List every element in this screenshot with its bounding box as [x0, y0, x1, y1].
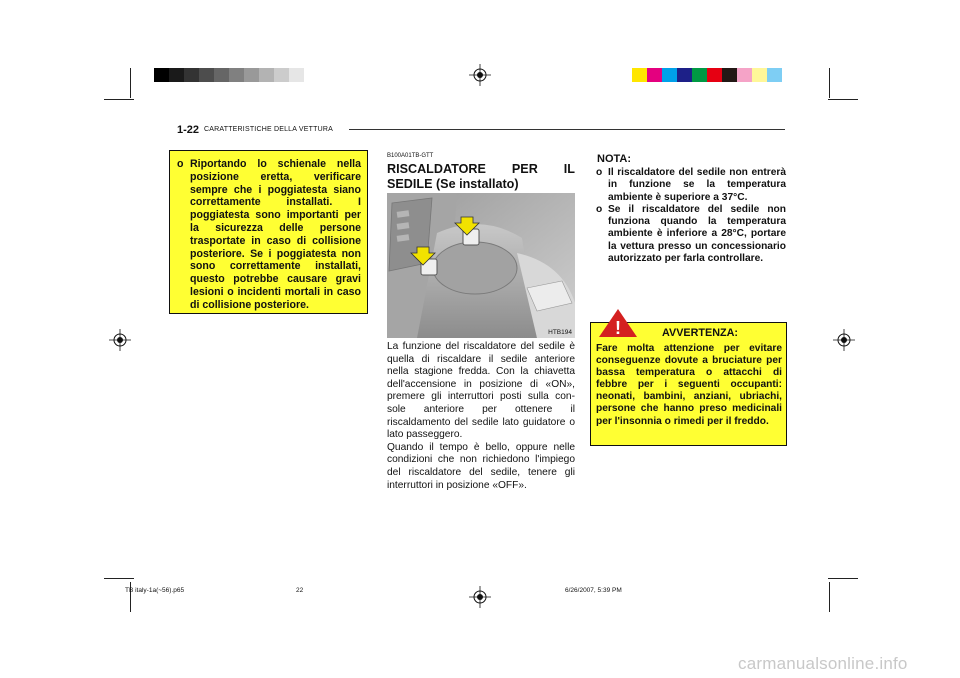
- registration-mark-icon: [469, 586, 491, 608]
- registration-mark-icon: [833, 329, 855, 351]
- grayscale-color-bar: [154, 68, 304, 82]
- caution-text: Riportando lo schienale nella posizione eretta, verificare sempre che i poggiatesta siano correttamente installati. I poggiatesta sono importanti per la sicurezza delle persone trasportate in caso di collisione posteriore. Se i poggiatesta non sono correttamente installati, questo potrebbe causare gravi lesioni o incidenti mortali in caso di collisione posteriore.: [190, 158, 361, 311]
- image-reference-tag: HTB194: [548, 329, 572, 336]
- seat-heater-switch-photo: [387, 193, 575, 338]
- note-item: [596, 204, 786, 265]
- paragraph: Quando il tempo è bello, oppure nelle condizioni che non richiedono l'impiego del riscaldatore del sedile, tenere gli interruttori in posizione «OFF».: [387, 441, 575, 491]
- warning-text: Fare molta attenzione per evitare conseguenze dovute a bruciature per bassa temperatura o attacchi di febbre per i seguenti occupanti: neonati, bambini, anziani, ubriachi, persone che hanno preso medicinali per l'insonnia o rimedi per il freddo.: [596, 343, 782, 427]
- section-heading: [387, 162, 575, 192]
- caution-bullet-item: [177, 158, 361, 312]
- warning-symbol: !: [615, 318, 621, 338]
- note-text: Se il riscaldatore del sedile non funziona quando la temperatura ambiente è inferiore a 28°C, portare la vettura presso un concessionario autorizzato per farla controllare.: [608, 203, 786, 265]
- headrest-caution-box: [169, 150, 368, 314]
- note-title: NOTA:: [597, 153, 632, 165]
- heading-word: IL: [563, 162, 575, 176]
- footer-page: 22: [296, 587, 304, 594]
- watermark: carmanualsonline.info: [738, 654, 908, 673]
- section-header-title: CARATTERISTICHE DELLA VETTURA: [204, 126, 333, 133]
- seat-heater-description: [387, 341, 575, 492]
- heading-word: RISCALDATORE: [387, 162, 486, 176]
- header-rule: [349, 129, 785, 130]
- process-color-bar: [632, 68, 782, 82]
- registration-mark-icon: [469, 64, 491, 86]
- section-code: B100A01TB-GTT: [387, 153, 434, 159]
- footer-filename: TB italy-1a(~56).p65: [125, 587, 185, 594]
- bullet-marker: o: [177, 158, 184, 170]
- paragraph: La funzione del riscaldatore del sedile è quella di riscaldare il sedile anteriore nella stagione fredda. Con la chiavetta dell'accensione in posizione di «ON», premere gli interruttori posti sulla con-sole anteriore per ottenere il riscaldamento del sedile lato guidatore o lato passeggero.: [387, 341, 575, 441]
- note-list: [596, 167, 786, 265]
- note-text: Il riscaldatore del sedile non entrerà in funzione se la temperatura ambiente è superiore a 37°C.: [608, 167, 786, 203]
- footer-date: 6/26/2007, 5:39 PM: [565, 587, 622, 594]
- console-illustration: [387, 193, 575, 338]
- page-number: 1-22: [177, 124, 200, 136]
- registration-mark-icon: [109, 329, 131, 351]
- bullet-marker: o: [596, 167, 603, 178]
- note-item: [596, 167, 786, 204]
- warning-box: [590, 322, 787, 446]
- warning-title: AVVERTENZA:: [662, 327, 738, 339]
- heading-line-2: SEDILE (Se installato): [387, 177, 519, 191]
- heading-word: PER: [511, 162, 538, 176]
- warning-triangle-icon: [598, 308, 638, 338]
- bullet-marker: o: [596, 203, 603, 215]
